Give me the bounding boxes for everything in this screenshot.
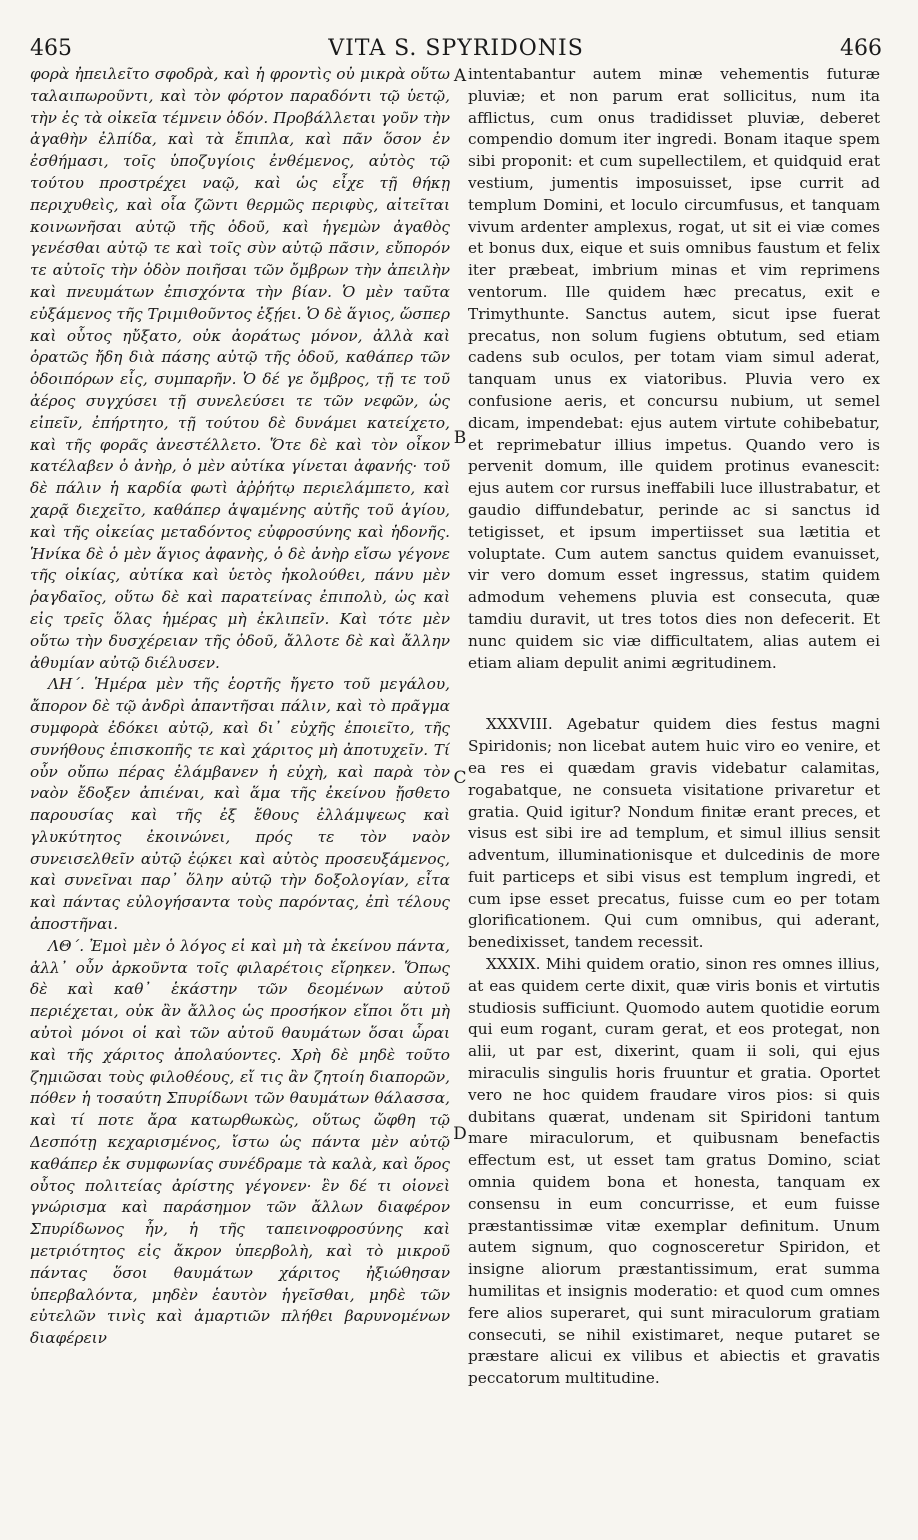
greek-column [30,64,450,1532]
running-header [30,34,882,64]
latin-paragraph: XXXVIII. Agebatur quidem dies festus magni Spiridonis; non licebat autem huic viro eo venire, et ea res ei quædam gravis videbatur calamitas, rogabatque, ne consueta visitatione privaretur et gratia. Quid igitur? Nondum finitæ erant preces, et visus est sibi ire ad templum, et simul illius sensit adventum, illuminationisque et dulcedinis de more fuit particeps et sibi visus est templum ingredi, et cum ipse esset precatus, fuisse cum eo per totam glorificationem. Qui cum omnibus, qui aderant, benedixisset, tandem recessit. [468,715,880,952]
greek-paragraph: ΛΗ΄. Ἡμέρα μὲν τῆς ἑορτῆς ἤγετο τοῦ μεγάλου, ἄπορον δὲ τῷ ἀνδρὶ ἀπαντῆσαι πάλιν, καὶ τὸ πρᾶγμα συμφορὰ ἐδόκει αὐτῷ, καὶ δι᾽ εὐχῆς ἐποιεῖτο, τῆς συνήθους ἐπισκοπῆς τε καὶ χάριτος μὴ ἀποτυχεῖν. Τί οὖν οὔπω πέρας ἐλάμβανεν ἡ εὐχὴ, καὶ παρὰ τὸν ναὸν ἔδοξεν ἀπιέναι, καὶ ἅμα τῆς ἐκείνου ᾔσθετο παρουσίας καὶ τῆς ἐξ ἔθους ἐλλάμψεως καὶ γλυκύτητος ἐκοινώνει, πρός τε τὸν ναὸν συνεισελθεῖν αὐτῷ ἐῴκει καὶ αὐτὸς προσευξάμενος, καὶ συνεῖναι παρ᾽ ὅλην αὐτῷ τὴν δοξολογίαν, εἶτα καὶ πάντας εὐλογήσαντα τοὺς παρόντας, ἐπὶ τέλους ἀποστῆναι. [30,675,450,934]
page-number-left: 465 [30,36,72,61]
running-title: VITA S. SPYRIDONIS [328,36,584,61]
page-number-right: 466 [840,36,882,61]
margin-marker-b: B [453,428,467,448]
latin-paragraph: intentabantur autem minæ vehementis futuræ pluviæ; et non parum erat sollicitus, num ita afflictus, cum onus tradidisset pluviæ, deberet compendio domum iter ingredi. Bonam itaque spem sibi proponit: et cum supellectilem, et quidquid erat vestium, jumentis imposuisset, ipse currit ad templum Domini, et loculo circumfusus, et tanquam vivum ardenter amplexus, rogat, ut sit ei viæ comes et bonus dux, eique et suis omnibus faustum et felix iter præbeat, imbrium minas et vim reprimens ventorum. Ille quidem hæc precatus, exit e Trimythunte. Sanctus autem, sicut ipse fuerat precatus, non solum fugiens obtutum, sed etiam cadens sub oculos, per totam viam simul aderat, tanquam unus ex viatoribus. Pluvia vero ex confusione aeris, et concursu nubium, ut semel dicam, impendebat: ejus autem virtute cohibebatur, et reprimebatur illius impetus. Quando vero is pervenit domum, ille quidem protinus evanescit: ejus autem cor rursus ineffabili luce illustrabatur, et gaudio diffundebatur, perinde ac si sanctus id tetigisset, et ipsum impertiisset sua lætitia et voluptate. Cum autem sanctus quidem evanuisset, vir vero domum esset ingressus, statim quidem admodum vehemens pluvia est consecuta, quæ tamdiu duravit, ut tres totos dies non defecerit. Et nunc quidem sic viæ difficultatem, alias autem ei etiam aliam depulit animi ægritudinem. [468,65,880,672]
greek-paragraph: φορὰ ἠπειλεῖτο σφοδρὰ, καὶ ἡ φροντὶς οὐ μικρὰ οὕτω ταλαιπωροῦντι, καὶ τὸν φόρτον παραδόντι τῷ ὑετῷ, τὴν ἐς τὰ οἰκεῖα τέμνειν ὁδόν. Προβάλλεται γοῦν τὴν ἀγαθὴν ἐλπίδα, καὶ τὰ ἔπιπλα, καὶ πᾶν ὅσον ἐν ἐσθήμασι, τοῖς ὑποζυγίοις ἐνθέμενος, αὐτὸς τῷ τούτου προστρέχει ναῷ, καὶ ὡς εἶχε τῇ θήκῃ περιχυθεὶς, καὶ οἷα ζῶντι θερμῶς περιφὺς, αἰτεῖται κοινωνῆσαι αὐτῷ τῆς ὁδοῦ, καὶ ἡγεμὼν ἀγαθὸς γενέσθαι αὐτῷ τε καὶ τοῖς σὺν αὐτῷ πᾶσιν, εὔπορόν τε αὐτοῖς τὴν ὁδὸν ποιῆσαι τῶν ὄμβρων τὴν ἀπειλὴν καὶ πνευμάτων ἐπισχόντα τὴν βίαν. Ὁ μὲν ταῦτα εὐξάμενος τῆς Τριμιθοῦντος ἐξῄει. Ὁ δὲ ἅγιος, ὥσπερ καὶ οὗτος ηὔξατο, οὐκ ἀοράτως μόνον, ἀλλὰ καὶ ὁρατῶς ἤδη διὰ πάσης αὐτῷ τῆς ὁδοῦ, καθάπερ τῶν ὁδοιπόρων εἷς, συμπαρῆν. Ὁ δέ γε ὄμβρος, τῇ τε τοῦ ἀέρος συγχύσει τῇ συνελεύσει τε τῶν νεφῶν, ὡς εἰπεῖν, ἐπήρτητο, τῇ τούτου δὲ δυνάμει κατείχετο, καὶ τῆς φορᾶς ἀνεστέλλετο. Ὅτε δὲ καὶ τὸν οἶκον κατέλαβεν ὁ ἀνὴρ, ὁ μὲν αὐτίκα γίνεται ἀφανής· τοῦ δὲ πάλιν ἡ καρδία φωτὶ ἀῤῥήτῳ περιελάμπετο, καὶ χαρᾷ διεχεῖτο, καθάπερ ἁψαμένης αὐτῆς τοῦ ἁγίου, καὶ τῆς οἰκείας μεταδόντος εὐφροσύνης καὶ ἡδονῆς. Ἡνίκα δὲ ὁ μὲν ἅγιος ἀφανὴς, ὁ δὲ ἀνὴρ εἴσω γέγονε τῆς οἰκίας, αὐτίκα καὶ ὑετὸς ἠκολούθει, πάνυ μὲν ῥαγδαῖος, οὕτω δὲ καὶ παρατείνας ἐπιπολὺ, ὡς καὶ εἰς τρεῖς ὅλας ἡμέρας μὴ ἐκλιπεῖν. Καὶ τότε μὲν οὕτω τὴν δυσχέρειαν τῆς ὁδοῦ, ἄλλοτε δὲ καὶ ἄλλην ἀθυμίαν αὐτῷ διέλυσεν. [30,65,450,672]
greek-paragraph: ΛΘ΄. Ἐμοὶ μὲν ὁ λόγος εἰ καὶ μὴ τὰ ἐκείνου πάντα, ἀλλ᾽ οὖν ἀρκοῦντα τοῖς φιλαρέτοις εἴρηκεν. Ὅπως δὲ καὶ καθ᾽ ἑκάστην τῶν δεομένων αὐτοῦ περιέχεται, οὐκ ἂν ἄλλος ὡς προσήκον εἴποι ὅτι μὴ αὐτοὶ μόνοι οἱ καὶ τῶν αὐτοῦ θαυμάτων ὅσαι ὧραι καὶ τῆς χάριτος ἀπολαύοντες. Χρὴ δὲ μηδὲ τοῦτο ζημιῶσαι τοὺς φιλοθέους, εἴ τις ἂν ζητοίη διαπορῶν, πόθεν ἡ τοσαύτη Σπυρίδωνι τῶν θαυμάτων θάλασσα, καὶ τί ποτε ἄρα κατωρθωκὼς, οὕτως ὤφθη τῷ Δεσπότῃ κεχαρισμένος, ἴστω ὡς πάντα μὲν αὐτῷ καθάπερ ἐκ συμφωνίας συνέδραμε τὰ καλὰ, καὶ ὅρος οὗτος πολιτείας ἀρίστης γέγονεν· ἓν δέ τι οἱονεὶ γνώρισμα καὶ παράσημον τῶν ἄλλων διαφέρον Σπυρίδωνος ἦν, ἡ τῆς ταπεινοφροσύνης καὶ μετριότητος εἰς ἄκρον ὑπερβολὴ, καὶ τὸ μικροῦ πάντας ὅσοι θαυμάτων χάριτος ἠξιώθησαν ὑπερβαλόντα, μηδὲν ἑαυτὸν ἡγεῖσθαι, μηδὲ τῶν εὐτελῶν τινὶς καὶ ἁμαρτιῶν πλήθει βαρυνομένων διαφέρειν [30,936,450,1348]
latin-paragraph: XXXIX. Mihi quidem oratio, sinon res omnes illius, at eas quidem certe dixit, quæ viris bonis et virtutis studiosis sufficiunt. Quomodo autem quotidie eorum qui eum rogant, curam gerat, et eos protegat, non alii, ut par est, dixerint, quam ii soli, qui ejus miraculis singulis horis fruuntur et gratia. Oportet vero ne hoc quidem fraudare viros pios: si quis dubitans quærat, undenam sit Spiridoni tantum mare miraculorum, et quibusnam benefactis effectum est, ut esset tam gratus Domino, sciat omnia quidem bona et honesta, tanquam ex consensu in eum concurrisse, et eum fuisse præstantissimæ vitæ exemplar definitum. Unum autem signum, quo cognosceretur Spiridon, et insigne aliorum præstantissimum, erat summa humilitas et insignis moderatio: et quod cum omnes fere alios superaret, qui sunt miraculorum gratiam consecuti, se nihil existimaret, neque putaret se præstare alicui ex vilibus et abiectis et gravatis peccatorum multitudine. [468,955,880,1388]
margin-marker-d: D [453,1124,467,1144]
margin-marker-c: C [453,768,467,788]
latin-column [468,64,880,1532]
margin-marker-a: A [453,66,467,86]
